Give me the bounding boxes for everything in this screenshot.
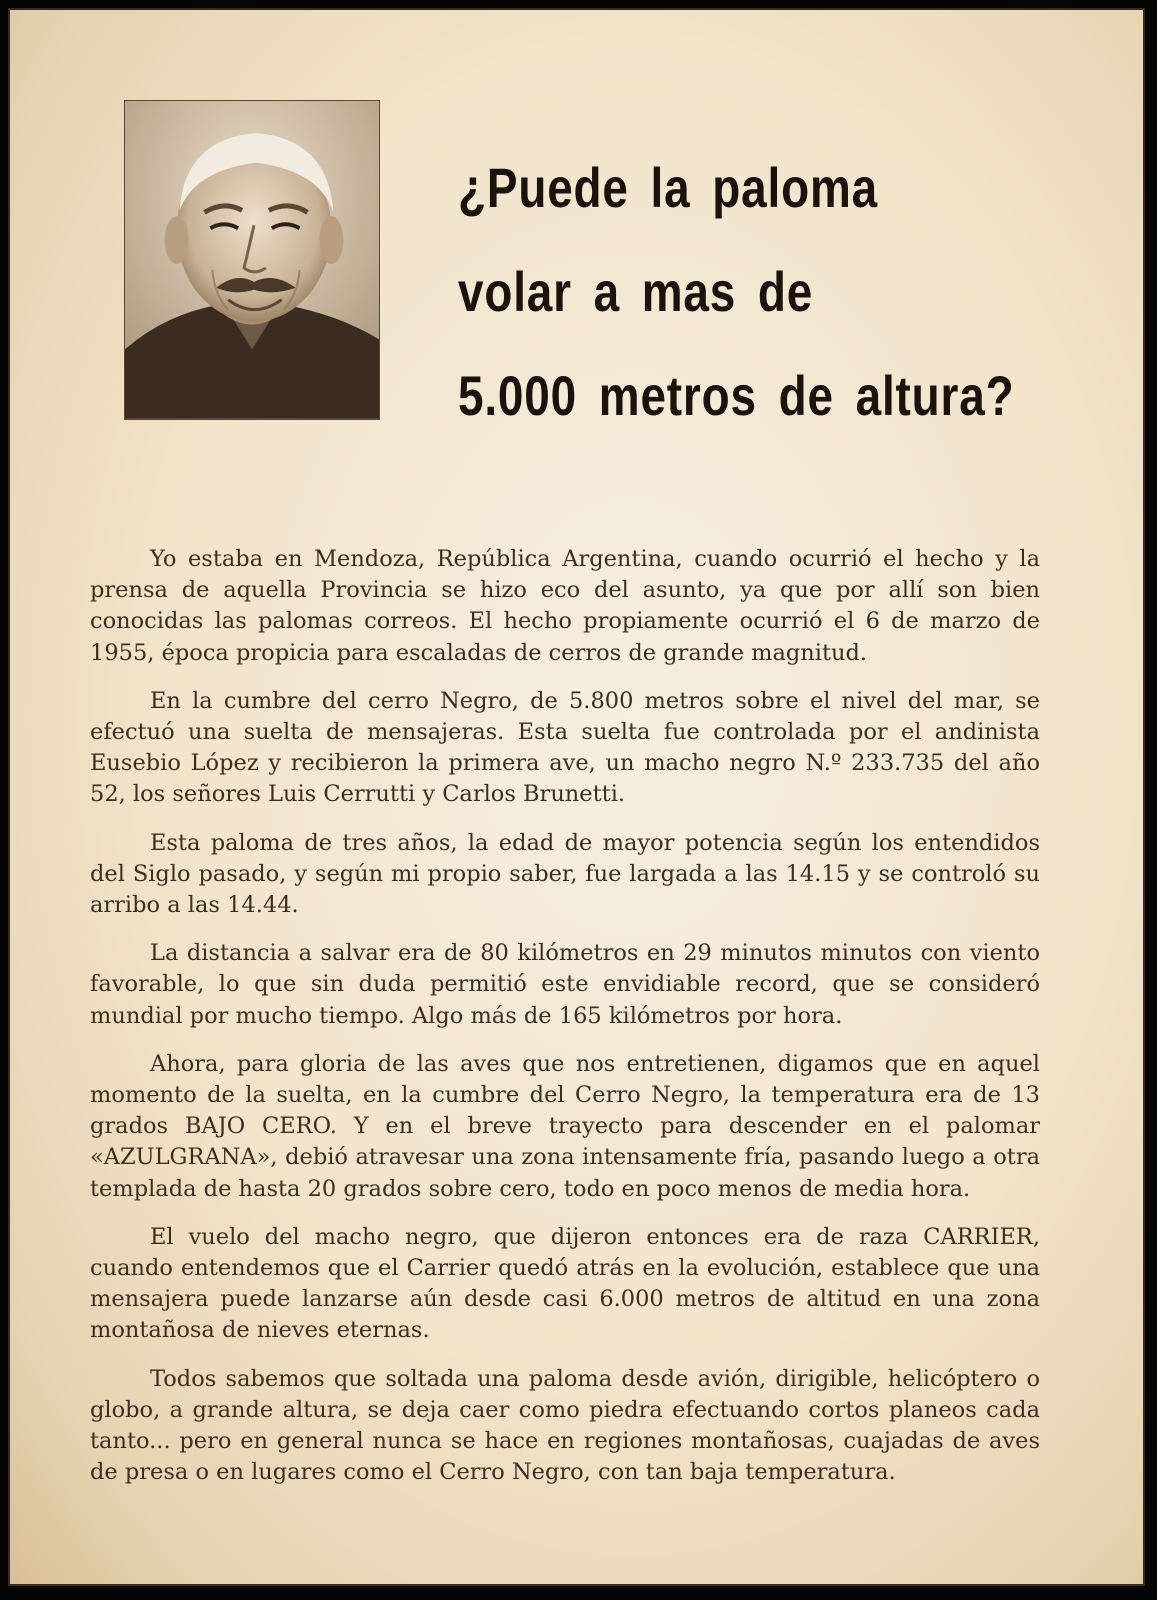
article-body [90,544,1040,1505]
title-line: ¿Puede la paloma [458,156,878,219]
paragraph: Esta paloma de tres años, la edad de mayor potencia según los entendidos del Siglo pasado, y según mi propio saber, fue largada a las 14.15 y se controló su arribo a las 14.44. [90,829,1040,919]
article-title [458,136,1015,448]
paragraph: El vuelo del macho negro, que dijeron entonces era de raza CARRIER, cuando entendemos que el Carrier quedó atrás en la evolución, establece que una mensajera puede lanzarse aún desde casi 6.000 metros de altitud en una zona montañosa de nieves eternas. [90,1223,1040,1344]
page [8,8,1145,1586]
title-line: 5.000 metros de altura? [458,364,1015,427]
paragraph: En la cumbre del cerro Negro, de 5.800 metros sobre el nivel del mar, se efectuó una suelta de mensajeras. Esta suelta fue controlada por el andinista Eusebio López y recibieron la primera ave, un macho negro N.º 233.735 del año 52, los señores Luis Cerrutti y Carlos Brunetti. [90,687,1040,808]
title-line: volar a mas de [458,260,814,323]
author-portrait-photo [124,100,380,420]
paragraph: La distancia a salvar era de 80 kilómetros en 29 minutos minutos con viento favorable, lo que sin duda permitió este envidiable record, que se consideró mundial por mucho tiempo. Algo más de 165 kilómetros por hora. [90,940,1040,1029]
paragraph: Todos sabemos que soltada una paloma desde avión, dirigible, helicóptero o globo, a grande altura, se deja caer como piedra efectuando cortos planeos cada tanto... pero en general nunca se hace en regiones montañosas, cuajadas de aves de presa o en lugares como el Cerro Negro, con tan baja temperatura. [90,1365,1040,1486]
portrait-illustration [125,101,379,419]
paragraph: Ahora, para gloria de las aves que nos entretienen, digamos que en aquel momento de la suelta, en la cumbre del Cerro Negro, la temperatura era de 13 grados BAJO CERO. Y en el breve trayecto para descender en el palomar «AZULGRANA», debió atravesar una zona intensamente fría, pasando luego a otra templada de hasta 20 grados sobre cero, todo en poco menos de media hora. [90,1050,1040,1202]
paragraph: Yo estaba en Mendoza, República Argentina, cuando ocurrió el hecho y la prensa de aquella Provincia se hizo eco del asunto, ya que por allí son bien conocidas las palomas correos. El hecho propiamente ocurrió el 6 de marzo de 1955, época propicia para escaladas de cerros de grande magnitud. [90,546,1040,666]
